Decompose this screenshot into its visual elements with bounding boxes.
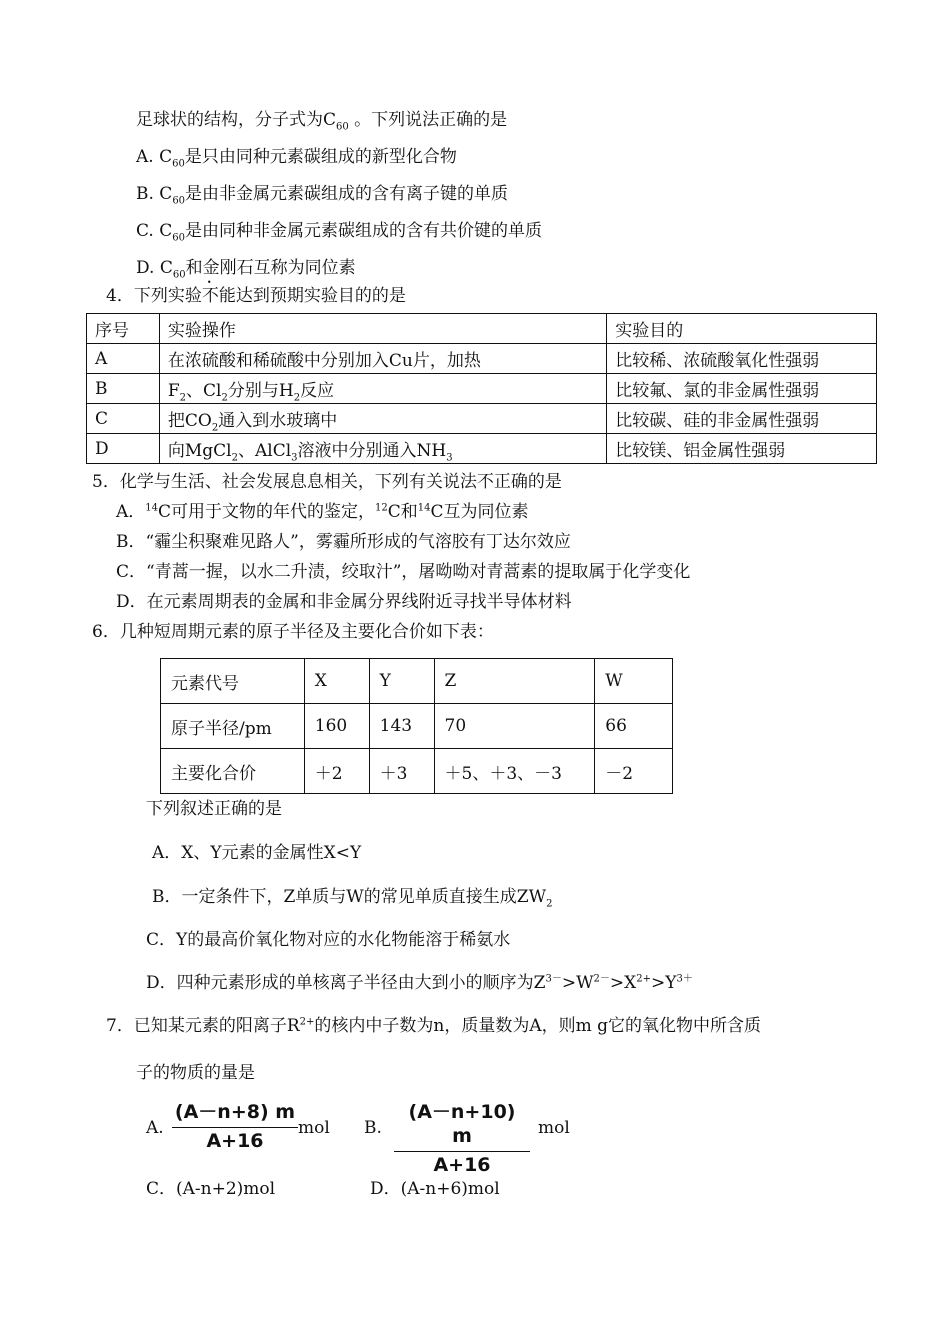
table-cell-op: $F_2$、$Cl_2$分别与$H_2$反应 <box>159 374 606 404</box>
q3-option-a: A. $C_{60}$是只由同种元素碳组成的新型化合物 <box>136 147 457 170</box>
q6-table <box>160 658 673 794</box>
table-header-row <box>87 314 877 344</box>
table-row <box>161 659 673 704</box>
q4-number: 4． <box>106 286 134 306</box>
table-cell: 160 <box>304 704 369 749</box>
table-cell-op: 向MgCl$_2$、AlCl$_3$溶液中分别通入$NH_3$ <box>159 434 606 464</box>
table-row <box>87 404 877 434</box>
table-cell: 70 <box>434 704 595 749</box>
q7-option-d: D．(A-n+6)mol <box>370 1179 500 1199</box>
table-cell-id: C <box>87 404 160 434</box>
q7-stem-line2: 子的物质的量是 <box>136 1063 255 1083</box>
q6-sub-stem: 下列叙述正确的是 <box>146 799 282 819</box>
table-row <box>161 704 673 749</box>
q7-stem-line1: 7．已知某元素的阳离子$R^{2+}$的核内中子数为n，质量数为A，则m g它的氧化物中所含质 <box>106 1016 762 1036</box>
table-cell-op: 把$CO_2$通入到水玻璃中 <box>159 404 606 434</box>
table-cell: ＋2 <box>304 749 369 794</box>
table-cell: ＋5、＋3、－3 <box>434 749 595 794</box>
table-header-cell: 实验目的 <box>607 314 877 344</box>
q5-option-b: B．“霾尘积聚难见路人”，雾霾所形成的气溶胶有丁达尔效应 <box>116 532 571 552</box>
q7-option-c: C．(A-n+2)mol <box>146 1179 276 1199</box>
table-cell: 主要化合价 <box>161 749 305 794</box>
table-cell-id: B <box>87 374 160 404</box>
q6-stem: 6．几种短周期元素的原子半径及主要化合价如下表： <box>92 622 494 642</box>
q7-option-b-fraction <box>394 1100 530 1176</box>
q6-option-a: A．X、Y元素的金属性X<Y <box>152 843 362 863</box>
q4-stem <box>106 285 406 307</box>
table-cell-id: A <box>87 344 160 374</box>
fraction-denominator: A+16 <box>433 1154 491 1176</box>
fraction-numerator: (A－n+10) m <box>408 1101 516 1147</box>
q6-option-c: C．Y的最高价氧化物对应的水化物能溶于稀氨水 <box>146 930 511 950</box>
q4-stem-before: 下列实验 <box>133 286 202 306</box>
q7-option-a-fraction <box>172 1100 298 1152</box>
intro-line: 足球状的结构，分子式为$C_{60}$ 。下列说法正确的是 <box>136 110 508 133</box>
table-cell-goal: 比较碳、硅的非金属性强弱 <box>607 404 877 434</box>
q3-option-d: D. $C_{60}$和金刚石互称为同位素 <box>136 258 356 281</box>
table-cell: 143 <box>369 704 434 749</box>
table-cell: Y <box>369 659 434 704</box>
table-cell: X <box>304 659 369 704</box>
q5-stem: 5．化学与生活、社会发展息息相关，下列有关说法不正确的是 <box>92 472 562 492</box>
table-cell: W <box>595 659 673 704</box>
q7-option-b-label: B. <box>364 1118 382 1138</box>
q5-option-d: D．在元素周期表的金属和非金属分界线附近寻找半导体材料 <box>116 592 572 612</box>
table-cell-goal: 比较镁、铝金属性强弱 <box>607 434 877 464</box>
q5-option-a: A．$^{14}$C可用于文物的年代的鉴定，$^{12}$C和$^{14}$C互为同位素 <box>116 502 529 522</box>
table-cell-goal: 比较稀、浓硫酸氧化性强弱 <box>607 344 877 374</box>
table-row <box>87 374 877 404</box>
table-cell: 66 <box>595 704 673 749</box>
q4-stem-after: 能达到预期实验目的的是 <box>218 286 406 306</box>
q3-option-b: B. $C_{60}$是由非金属元素碳组成的含有离子键的单质 <box>136 184 509 207</box>
table-header-cell: 序号 <box>87 314 160 344</box>
table-row <box>87 344 877 374</box>
q4-table <box>86 313 877 464</box>
q7-option-b-unit: mol <box>538 1118 570 1138</box>
fraction-numerator: (A－n+8) m <box>174 1101 296 1123</box>
fraction-bar <box>172 1127 298 1128</box>
table-cell: Z <box>434 659 595 704</box>
table-header-cell: 实验操作 <box>159 314 606 344</box>
table-row <box>87 434 877 464</box>
table-cell: ＋3 <box>369 749 434 794</box>
table-cell: 元素代号 <box>161 659 305 704</box>
q6-option-d: D．四种元素形成的单核离子半径由大到小的顺序为$Z^{3-}>W^{2-}>X^{2+}>Y^{3+}$ <box>146 973 693 993</box>
q7-option-a-unit: mol <box>298 1118 330 1138</box>
q4-stem-emphasis: 不 <box>201 286 219 306</box>
table-cell-op: 在浓硫酸和稀硫酸中分别加入Cu片，加热 <box>159 344 606 374</box>
q5-option-c: C．“青蒿一握，以水二升渍，绞取汁”，屠呦呦对青蒿素的提取属于化学变化 <box>116 562 691 582</box>
table-cell-id: D <box>87 434 160 464</box>
table-cell: －2 <box>595 749 673 794</box>
q3-option-c: C. $C_{60}$是由同种非金属元素碳组成的含有共价键的单质 <box>136 221 542 244</box>
table-cell: 原子半径/pm <box>161 704 305 749</box>
fraction-denominator: A+16 <box>206 1130 264 1152</box>
table-row <box>161 749 673 794</box>
table-cell-goal: 比较氟、氯的非金属性强弱 <box>607 374 877 404</box>
fraction-bar <box>394 1151 530 1152</box>
q7-option-a-label: A. <box>146 1118 164 1138</box>
q6-option-b: B．一定条件下，Z单质与W的常见单质直接生成$ZW_2$ <box>152 887 553 910</box>
